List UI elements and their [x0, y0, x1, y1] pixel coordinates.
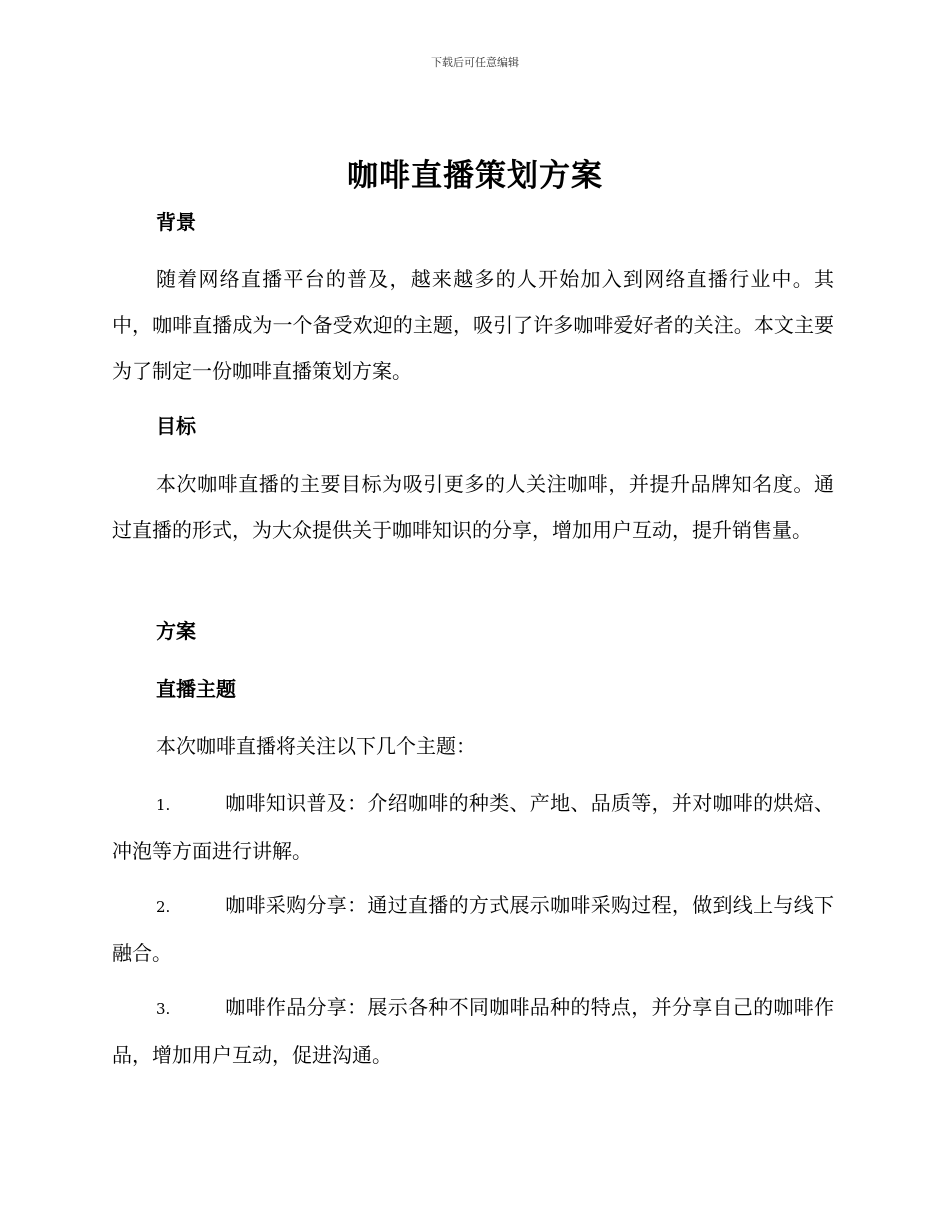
list-item-text: 咖啡采购分享：通过直播的方式展示咖啡采购过程，做到线上与线下融合。 — [112, 893, 834, 965]
list-item — [112, 780, 834, 874]
list-item-number: 3. — [156, 1000, 171, 1018]
page-header-note: 下载后可任意编辑 — [431, 56, 519, 69]
list-item — [112, 882, 834, 976]
section-heading-goal: 目标 — [156, 414, 196, 438]
list-item-text: 咖啡知识普及：介绍咖啡的种类、产地、品质等，并对咖啡的烘焙、冲泡等方面进行讲解。 — [112, 791, 834, 863]
section-heading-theme: 直播主题 — [156, 677, 236, 701]
list-item — [112, 984, 834, 1078]
list-item-number: 2. — [156, 898, 171, 916]
goal-paragraph: 本次咖啡直播的主要目标为吸引更多的人关注咖啡，并提升品牌知名度。通过直播的形式，为大众提供关于咖啡知识的分享，增加用户互动，提升销售量。 — [112, 472, 834, 542]
theme-intro-paragraph: 本次咖啡直播将关注以下几个主题： — [156, 734, 476, 758]
list-item-text: 咖啡作品分享：展示各种不同咖啡品种的特点，并分享自己的咖啡作品，增加用户互动，促进沟通。 — [112, 995, 834, 1067]
section-heading-background: 背景 — [156, 210, 196, 234]
document-title: 咖啡直播策划方案 — [347, 158, 603, 194]
background-paragraph: 随着网络直播平台的普及，越来越多的人开始加入到网络直播行业中。其中，咖啡直播成为一个备受欢迎的主题，吸引了许多咖啡爱好者的关注。本文主要为了制定一份咖啡直播策划方案。 — [112, 267, 834, 383]
section-heading-plan: 方案 — [156, 619, 196, 643]
list-item-number: 1. — [156, 796, 171, 814]
